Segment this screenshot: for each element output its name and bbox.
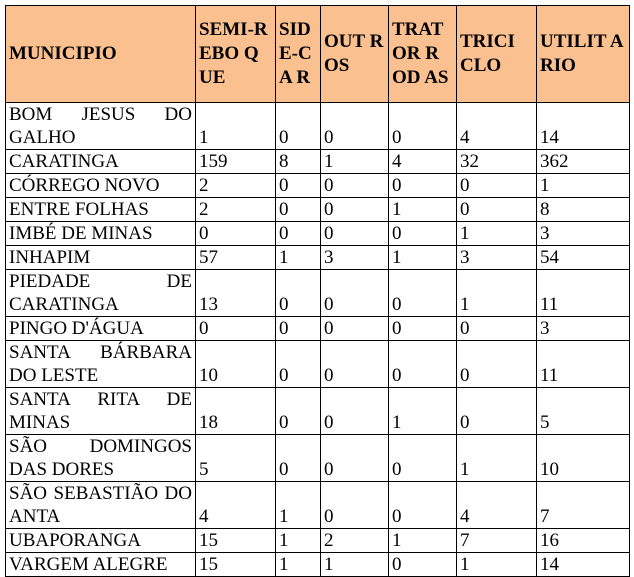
value-cell: 10 xyxy=(196,341,276,388)
value-cell: 4 xyxy=(457,103,537,150)
table-row xyxy=(6,482,630,529)
municipio-cell: SÃO SEBASTIÃO DO ANTA xyxy=(6,482,196,529)
value-cell: 7 xyxy=(537,482,630,529)
value-cell: 15 xyxy=(196,553,276,577)
header-outros: OUT ROS xyxy=(321,6,389,103)
value-cell: 0 xyxy=(276,317,321,341)
value-cell: 4 xyxy=(196,482,276,529)
value-cell: 1 xyxy=(537,174,630,198)
value-cell: 1 xyxy=(276,246,321,270)
value-cell: 18 xyxy=(196,388,276,435)
value-cell: 0 xyxy=(276,388,321,435)
value-cell: 57 xyxy=(196,246,276,270)
header-sidecar: SID E-CA R xyxy=(276,6,321,103)
value-cell: 0 xyxy=(321,270,389,317)
value-cell: 0 xyxy=(321,222,389,246)
value-cell: 0 xyxy=(389,341,457,388)
value-cell: 5 xyxy=(537,388,630,435)
value-cell: 0 xyxy=(196,317,276,341)
table-row xyxy=(6,388,630,435)
value-cell: 3 xyxy=(537,222,630,246)
municipio-cell: CÓRREGO NOVO xyxy=(6,174,196,198)
municipio-cell: UBAPORANGA xyxy=(6,529,196,553)
table-row xyxy=(6,341,630,388)
table-row xyxy=(6,198,630,222)
value-cell: 0 xyxy=(457,198,537,222)
value-cell: 54 xyxy=(537,246,630,270)
table-row xyxy=(6,553,630,577)
municipio-cell: SANTA BÁRBARA DO LESTE xyxy=(6,341,196,388)
value-cell: 0 xyxy=(389,103,457,150)
value-cell: 0 xyxy=(389,174,457,198)
value-cell: 0 xyxy=(321,341,389,388)
value-cell: 1 xyxy=(457,270,537,317)
municipio-cell: CARATINGA xyxy=(6,150,196,174)
value-cell: 32 xyxy=(457,150,537,174)
header-utilitario: UTILIT ARIO xyxy=(537,6,630,103)
value-cell: 1 xyxy=(276,482,321,529)
value-cell: 13 xyxy=(196,270,276,317)
value-cell: 14 xyxy=(537,103,630,150)
value-cell: 0 xyxy=(196,222,276,246)
table-row xyxy=(6,435,630,482)
value-cell: 0 xyxy=(321,435,389,482)
value-cell: 0 xyxy=(276,270,321,317)
header-triciclo: TRICI CLO xyxy=(457,6,537,103)
value-cell: 1 xyxy=(457,435,537,482)
value-cell: 0 xyxy=(276,103,321,150)
value-cell: 1 xyxy=(389,388,457,435)
value-cell: 2 xyxy=(196,198,276,222)
value-cell: 0 xyxy=(321,198,389,222)
value-cell: 0 xyxy=(321,388,389,435)
value-cell: 11 xyxy=(537,270,630,317)
header-semi-reboque: SEMI-REBO QUE xyxy=(196,6,276,103)
table-row xyxy=(6,317,630,341)
table-row xyxy=(6,529,630,553)
value-cell: 1 xyxy=(321,553,389,577)
value-cell: 0 xyxy=(457,341,537,388)
value-cell: 16 xyxy=(537,529,630,553)
header-row xyxy=(6,6,630,103)
municipio-cell: ENTRE FOLHAS xyxy=(6,198,196,222)
value-cell: 0 xyxy=(389,270,457,317)
value-cell: 3 xyxy=(537,317,630,341)
value-cell: 0 xyxy=(321,103,389,150)
table-row xyxy=(6,103,630,150)
value-cell: 1 xyxy=(389,198,457,222)
value-cell: 11 xyxy=(537,341,630,388)
municipio-cell: INHAPIM xyxy=(6,246,196,270)
value-cell: 0 xyxy=(276,174,321,198)
table-row xyxy=(6,222,630,246)
value-cell: 0 xyxy=(321,482,389,529)
value-cell: 2 xyxy=(321,529,389,553)
table-row xyxy=(6,270,630,317)
municipio-cell: SANTA RITA DE MINAS xyxy=(6,388,196,435)
municipio-cell: VARGEM ALEGRE xyxy=(6,553,196,577)
value-cell: 8 xyxy=(276,150,321,174)
value-cell: 5 xyxy=(196,435,276,482)
value-cell: 1 xyxy=(196,103,276,150)
value-cell: 0 xyxy=(321,174,389,198)
value-cell: 10 xyxy=(537,435,630,482)
value-cell: 0 xyxy=(276,435,321,482)
value-cell: 0 xyxy=(276,198,321,222)
municipio-cell: BOM JESUS DO GALHO xyxy=(6,103,196,150)
value-cell: 1 xyxy=(276,529,321,553)
value-cell: 1 xyxy=(457,222,537,246)
municipio-cell: SÃO DOMINGOS DAS DORES xyxy=(6,435,196,482)
value-cell: 4 xyxy=(389,150,457,174)
value-cell: 2 xyxy=(196,174,276,198)
value-cell: 7 xyxy=(457,529,537,553)
value-cell: 0 xyxy=(389,222,457,246)
value-cell: 1 xyxy=(276,553,321,577)
table-body xyxy=(6,103,630,577)
value-cell: 0 xyxy=(389,553,457,577)
value-cell: 8 xyxy=(537,198,630,222)
value-cell: 0 xyxy=(457,317,537,341)
header-municipio: MUNICIPIO xyxy=(6,6,196,103)
value-cell: 0 xyxy=(276,341,321,388)
value-cell: 0 xyxy=(389,317,457,341)
vehicle-table xyxy=(5,5,630,577)
value-cell: 159 xyxy=(196,150,276,174)
value-cell: 4 xyxy=(457,482,537,529)
municipio-cell: PIEDADE DE CARATINGA xyxy=(6,270,196,317)
table-row xyxy=(6,246,630,270)
value-cell: 1 xyxy=(389,246,457,270)
value-cell: 14 xyxy=(537,553,630,577)
value-cell: 1 xyxy=(389,529,457,553)
value-cell: 0 xyxy=(389,435,457,482)
value-cell: 0 xyxy=(276,222,321,246)
municipio-cell: IMBÉ DE MINAS xyxy=(6,222,196,246)
value-cell: 3 xyxy=(457,246,537,270)
value-cell: 0 xyxy=(321,317,389,341)
value-cell: 1 xyxy=(321,150,389,174)
value-cell: 3 xyxy=(321,246,389,270)
value-cell: 0 xyxy=(389,482,457,529)
value-cell: 362 xyxy=(537,150,630,174)
value-cell: 0 xyxy=(457,388,537,435)
header-trator-rodas: TRAT OR ROD AS xyxy=(389,6,457,103)
value-cell: 1 xyxy=(457,553,537,577)
table-row xyxy=(6,150,630,174)
value-cell: 15 xyxy=(196,529,276,553)
table-row xyxy=(6,174,630,198)
value-cell: 0 xyxy=(457,174,537,198)
municipio-cell: PINGO D'ÁGUA xyxy=(6,317,196,341)
